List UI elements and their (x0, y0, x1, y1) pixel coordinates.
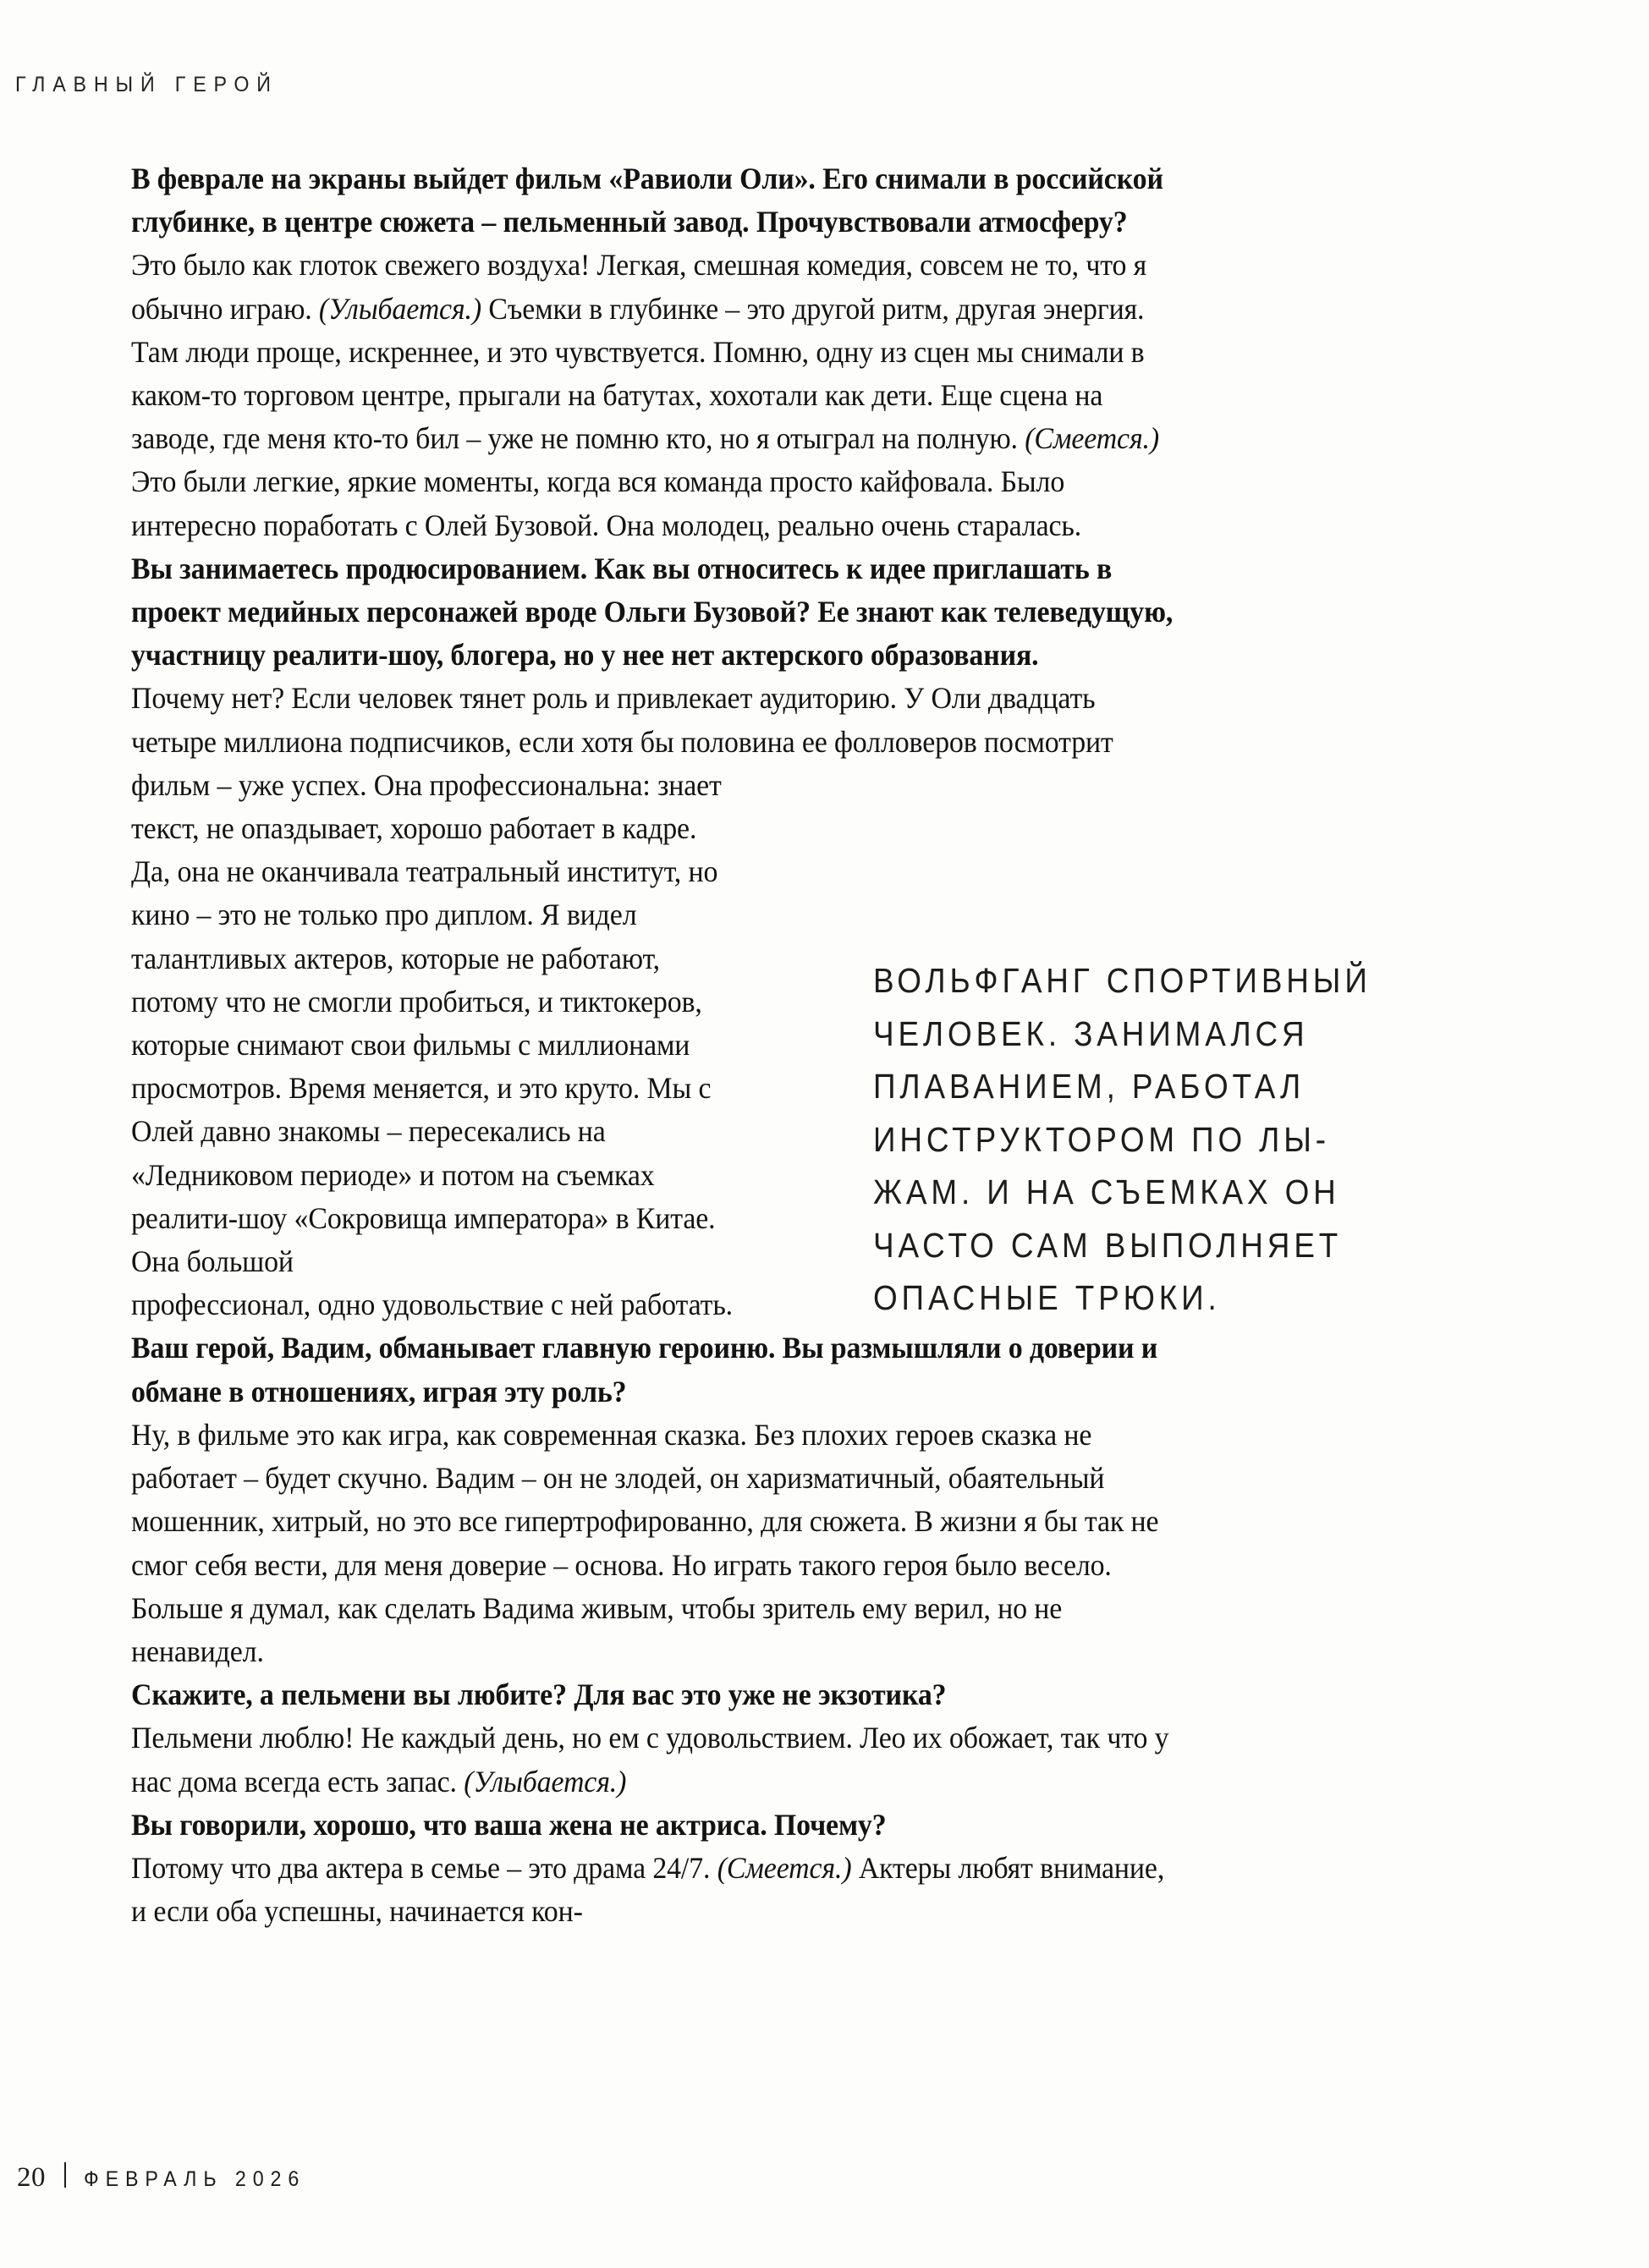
issue-date: ФЕВРАЛЬ 2026 (84, 2167, 306, 2191)
interview-question: Скажите, а пельмени вы любите? Для вас это уже не экзотика? (131, 1678, 947, 1712)
footer-divider (64, 2162, 66, 2188)
pull-quote-line: ОПАСНЫЕ ТРЮКИ. (873, 1278, 1221, 1317)
pull-quote-line: ИНСТРУКТОРОМ ПО ЛЫ- (873, 1119, 1330, 1159)
pull-quote-line: ЧЕЛОВЕК. ЗАНИМАЛСЯ (873, 1013, 1309, 1053)
interview-answer: профессионал, одно удовольствие с ней работать. (131, 1288, 733, 1322)
pull-quote-line: ВОЛЬФГАНГ СПОРТИВНЫЙ (873, 961, 1371, 1000)
pull-quote-line: ЧАСТО САМ ВЫПОЛНЯЕТ (873, 1225, 1343, 1265)
stage-direction: (Смеется.) (717, 1850, 852, 1885)
stage-direction: (Улыбается.) (318, 291, 482, 326)
interview-answer: Почему нет? Если человек тянет роль и привлекает аудиторию. У Оли двадцать четыре миллиона подписчиков, если хотя бы половина ее фолловеров посмотрит (131, 681, 1113, 759)
pull-quote (873, 954, 1437, 1325)
interview-question: В феврале на экраны выйдет фильм «Равиоли Оли». Его снимали в российской глубинке, в центре сюжета – пельменный завод. Прочувствовали атмосферу? (131, 162, 1163, 239)
pull-quote-line: ЖАМ. И НА СЪЕМКАХ ОН (873, 1172, 1340, 1211)
interview-question: Вы говорили, хорошо, что ваша жена не актриса. Почему? (131, 1807, 887, 1842)
stage-direction: (Смеется.) (1025, 421, 1160, 456)
interview-answer-narrow: фильм – уже успех. Она профессиональна: знает текст, не опаздывает, хорошо работает в кадре. Да, она не оканчивала театральный институт, но кино – это не только про диплом. Я видел талантливых актеров, которые не работают, потому что не смогли пробиться, и тиктокеров, которые снимают свои фильмы с миллионами просмотров. Время меняется, и это круто. Мы с Олей давно знакомы – пересекались на «Ледниковом периоде» и потом на съемках реалити-шоу «Сокровища императора» в Китае. Она большой (131, 767, 722, 1279)
interview-answer: Ну, в фильме это как игра, как современная сказка. Без плохих героев сказка не работает – будет скучно. Вадим – он не злодей, он харизматичный, обаятельный мошенник, хитрый, но это все гипертрофированно, для сюжета. В жизни я бы так не смог себя вести, для меня доверие – основа. Но играть такого героя было весело. Больше я думал, как сделать Вадима живым, чтобы зритель ему верил, но не ненавидел. (131, 1417, 1159, 1668)
page-footer (17, 2161, 322, 2194)
interview-answer: Потому что два актера в семье – это драма 24/7. (Смеется.) Актеры любят внимание, и если оба успешны, начинается кон- (131, 1850, 1165, 1929)
pull-quote-line: ПЛАВАНИЕМ, РАБОТАЛ (873, 1067, 1305, 1106)
stage-direction: (Улыбается.) (464, 1764, 627, 1798)
interview-question: Вы занимаетесь продюсированием. Как вы относитесь к идее приглашать в проект медийных персонажей вроде Ольги Бузовой? Ее знают как телеведущую, участницу реалити-шоу, блогера, но у нее нет актерского образования. (131, 551, 1174, 673)
interview-question: Ваш герой, Вадим, обманывает главную героиню. Вы размышляли о доверии и обмане в отношениях, играя эту роль? (131, 1331, 1158, 1409)
interview-answer: Это было как глоток свежего воздуха! Легкая, смешная комедия, совсем не то, что я обычно играю. (Улыбается.) Съемки в глубинке – это другой ритм, другая энергия. Там люди проще, искреннее, и это чувствуется. Помню, одну из сцен мы снимали в каком-то торговом центре, прыгали на батутах, хохотали как дети. Еще сцена на заводе, где меня кто-то бил – уже не помню кто, но я отыграл на полную. (Смеется.) Это были легкие, яркие моменты, когда вся команда просто кайфовала. Было интересно поработать с Олей Бузовой. Она молодец, реально очень старалась. (131, 248, 1160, 542)
page-number: 20 (17, 2162, 46, 2193)
interview-answer: Пельмени люблю! Не каждый день, но ем с удовольствием. Лео их обожает, так что у нас дома всегда есть запас. (Улыбается.) (131, 1721, 1169, 1798)
running-head: ГЛАВНЫЙ ГЕРОЙ (15, 73, 278, 96)
